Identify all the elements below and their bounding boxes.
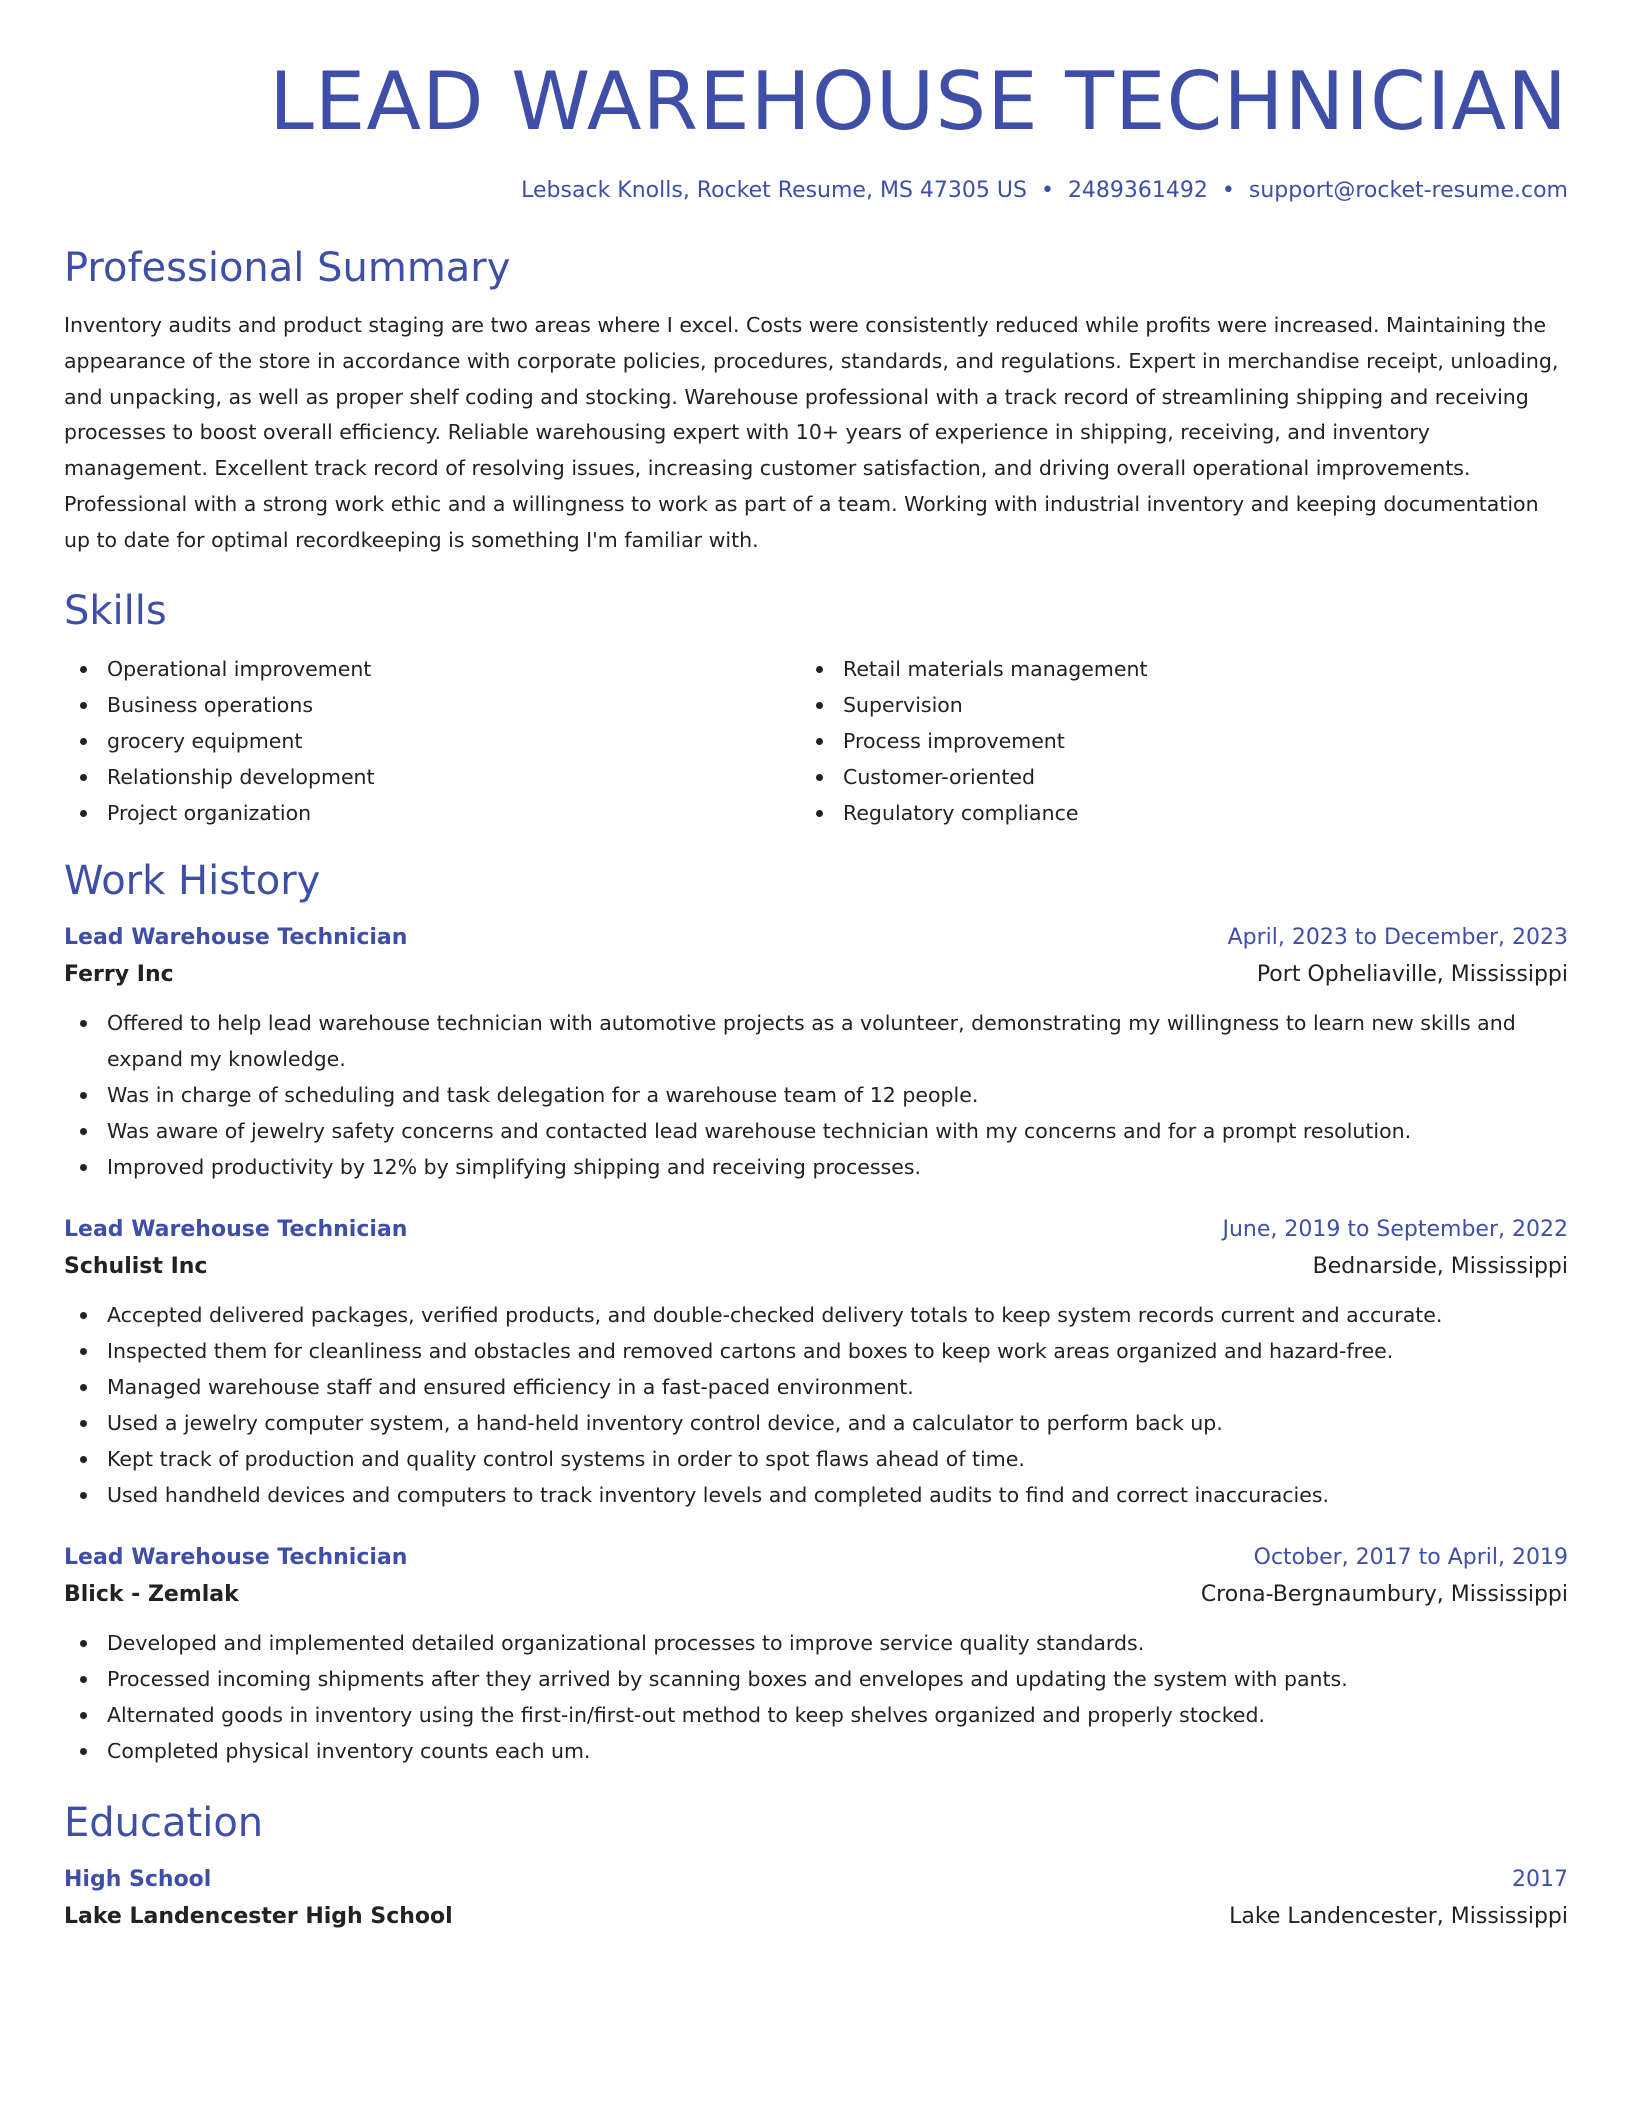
education-degree: High School [64,1866,212,1892]
skills-columns [64,651,1568,831]
job-company-row [64,955,1568,995]
skill-item: Customer-oriented [800,759,1536,795]
job-company: Ferry Inc [64,961,174,987]
job-location: Crona-Bergnaumbury, Mississippi [1200,1581,1568,1607]
job-dates: June, 2019 to September, 2022 [1222,1216,1568,1242]
job-header-row [64,1213,1568,1247]
job-dates: April, 2023 to December, 2023 [1227,924,1568,950]
job-company: Blick - Zemlak [64,1581,239,1607]
skill-item: Project organization [64,795,800,831]
job-bullet: Offered to help lead warehouse technician with automotive projects as a volunteer, demonstrating my willingness to learn new skills and expand my knowledge. [64,1005,1568,1077]
education-year: 2017 [1512,1866,1568,1892]
resume-header [64,0,1568,206]
section-title-summary: Professional Summary [64,245,511,291]
job-dates: October, 2017 to April, 2019 [1253,1544,1568,1570]
job-bullets [64,1005,1568,1185]
contact-separator: • [1040,178,1054,203]
skill-item: Supervision [800,687,1536,723]
job-bullet: Accepted delivered packages, verified products, and double-checked delivery totals to keep system records current and accurate. [64,1297,1568,1333]
summary-section [64,242,1568,559]
skill-item: Business operations [64,687,800,723]
job-bullet: Was aware of jewelry safety concerns and contacted lead warehouse technician with my concerns and for a prompt resolution. [64,1113,1568,1149]
job-bullet: Inspected them for cleanliness and obstacles and removed cartons and boxes to keep work areas organized and hazard-free. [64,1333,1568,1369]
job-entry [64,1541,1568,1769]
section-title-work: Work History [64,857,321,904]
job-bullet: Kept track of production and quality control systems in order to spot flaws ahead of time. [64,1441,1568,1477]
education-entry [64,1863,1568,1937]
job-bullet: Used handheld devices and computers to track inventory levels and completed audits to find and correct inaccuracies. [64,1477,1568,1513]
candidate-title: LEAD WAREHOUSE TECHNICIAN [269,55,1568,148]
job-title: Lead Warehouse Technician [64,1216,408,1242]
skills-section [64,585,1568,831]
job-company-row [64,1575,1568,1615]
skills-column-left [64,651,800,831]
job-bullet: Developed and implemented detailed organizational processes to improve service quality standards. [64,1625,1568,1661]
section-title-skills: Skills [64,587,167,634]
skills-column-right [800,651,1536,831]
contact-email: support@rocket-resume.com [1248,178,1568,203]
skill-item: Relationship development [64,759,800,795]
job-entry [64,1213,1568,1513]
job-bullet: Processed incoming shipments after they arrived by scanning boxes and envelopes and updating the system with pants. [64,1661,1568,1697]
job-title: Lead Warehouse Technician [64,924,408,950]
skill-item: Regulatory compliance [800,795,1536,831]
contact-separator: • [1221,178,1235,203]
summary-text: Inventory audits and product staging are two areas where I excel. Costs were consistently reduced while profits were increased. Maintaining the appearance of the store in accordance with corporate policies, procedures, standards, and regulations. Expert in merchandise receipt, unloading, and unpacking, as well as proper shelf coding and stocking. Warehouse professional with a track record of streamlining shipping and receiving processes to boost overall efficiency. Reliable warehousing expert with 10+ years of experience in shipping, receiving, and inventory management. Excellent track record of resolving issues, increasing customer satisfaction, and driving overall operational improvements. Professional with a strong work ethic and a willingness to work as part of a team. Working with industrial inventory and keeping documentation up to date for optimal recordkeeping is something I'm familiar with. [64,313,1559,552]
skill-item: Retail materials management [800,651,1536,687]
education-location: Lake Landencester, Mississippi [1229,1903,1568,1929]
job-company: Schulist Inc [64,1253,208,1279]
education-school: Lake Landencester High School [64,1903,453,1929]
job-company-row [64,1247,1568,1287]
job-bullet: Used a jewelry computer system, a hand-held inventory control device, and a calculator to perform back up. [64,1405,1568,1441]
work-history-section [64,855,1568,1769]
skill-item: grocery equipment [64,723,800,759]
education-header-row [64,1863,1568,1897]
job-header-row [64,1541,1568,1575]
job-bullet: Was in charge of scheduling and task delegation for a warehouse team of 12 people. [64,1077,1568,1113]
job-header-row [64,921,1568,955]
job-entry [64,921,1568,1185]
job-title: Lead Warehouse Technician [64,1544,408,1570]
job-bullets [64,1297,1568,1513]
job-bullet: Alternated goods in inventory using the first-in/first-out method to keep shelves organized and properly stocked. [64,1697,1568,1733]
job-bullets [64,1625,1568,1769]
job-bullet: Improved productivity by 12% by simplifying shipping and receiving processes. [64,1149,1568,1185]
job-location: Bednarside, Mississippi [1312,1253,1568,1279]
skill-item: Operational improvement [64,651,800,687]
section-title-education: Education [64,1799,264,1846]
contact-phone: 2489361492 [1067,178,1208,203]
job-bullet: Completed physical inventory counts each um. [64,1733,1568,1769]
job-location: Port Opheliaville, Mississippi [1256,961,1568,987]
skill-item: Process improvement [800,723,1536,759]
education-school-row [64,1897,1568,1937]
education-section [64,1797,1568,1937]
job-bullet: Managed warehouse staff and ensured efficiency in a fast-paced environment. [64,1369,1568,1405]
contact-line [64,176,1568,206]
contact-address: Lebsack Knolls, Rocket Resume, MS 47305 US [521,178,1027,203]
